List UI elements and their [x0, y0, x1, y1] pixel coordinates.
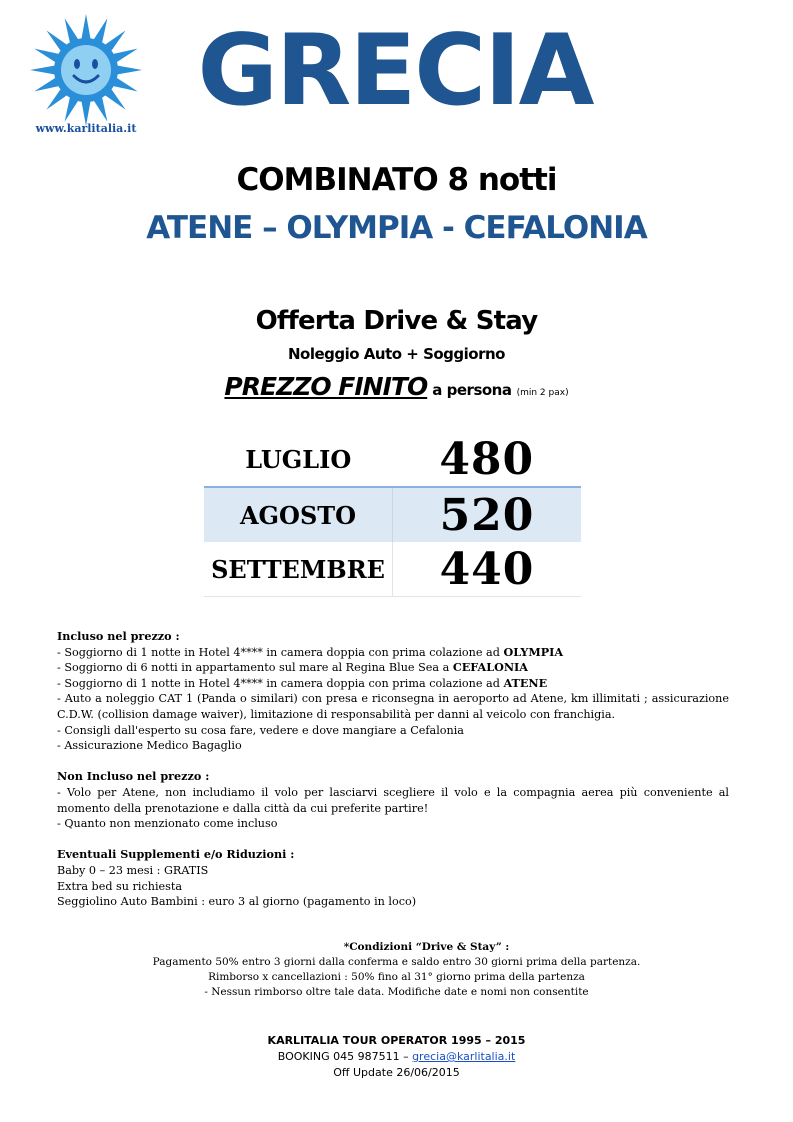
karlitalia-logo: [22, 12, 150, 140]
conditions-title: *Condizioni “Drive & Stay” :: [343, 941, 510, 953]
table-row: [204, 432, 581, 487]
not-included-heading: Non Incluso nel prezzo :: [57, 769, 210, 784]
list-item-text: - Soggiorno di 1 notte in Hotel 4**** in camera doppia con prima colazione ad: [57, 676, 504, 690]
sun-logo-icon: [22, 12, 150, 140]
price-cell: 440: [393, 542, 582, 597]
month-cell: LUGLIO: [245, 444, 352, 474]
logo-url: www.karlitalia.it: [35, 122, 137, 135]
list-item-bold: ATENE: [503, 675, 548, 690]
included-section: [57, 629, 729, 754]
per-person-label: a persona: [432, 381, 512, 399]
price-cell: 520: [393, 487, 582, 542]
month-cell: AGOSTO: [204, 487, 393, 542]
conditions-line: Pagamento 50% entro 3 giorni dalla conferma e saldo entro 30 giorni prima della partenza.: [152, 956, 641, 968]
included-heading: Incluso nel prezzo :: [57, 629, 180, 643]
conditions-line: - Nessun rimborso oltre tale data. Modifiche date e nomi non consentite: [204, 986, 589, 998]
list-item: [57, 645, 729, 661]
offer-subtitle: Noleggio Auto + Soggiorno: [287, 345, 505, 363]
price-label-line: [0, 372, 793, 401]
list-item: Seggiolino Auto Bambini : euro 3 al giorno (pagamento in loco): [57, 895, 417, 909]
table-row: [204, 487, 581, 542]
sun-ray: [30, 65, 56, 75]
price-table: [204, 432, 581, 597]
supplements-heading: Eventuali Supplementi e/o Riduzioni :: [57, 847, 295, 862]
list-item-text: - Auto a noleggio CAT 1 (Panda o similari) con presa e riconsegna in aeroporto ad Atene, km illimitati ; assicurazione C.D.W. (collision damage waiver), limitazione di responsabilità per danni al veicolo con franchigia.: [57, 692, 729, 721]
company-name: KARLITALIA TOUR OPERATOR 1995 – 2015: [267, 1034, 526, 1047]
footer: [0, 1033, 793, 1081]
not-included-section: [57, 769, 729, 831]
supplements-section: [57, 847, 729, 909]
price-cell: 480: [439, 433, 535, 485]
booking-phone: BOOKING 045 987511 –: [277, 1050, 413, 1063]
list-item-text: - Soggiorno di 1 notte in Hotel 4**** in camera doppia con prima colazione ad: [57, 645, 504, 659]
list-item-text: - Assicurazione Medico Bagaglio: [57, 739, 242, 753]
list-item: [57, 723, 729, 739]
list-item: - Volo per Atene, non includiamo il volo per lasciarvi scegliere il volo e la compagnia aerea più conveniente al momento della prenotazione e dalla città da cui preferite partire!: [57, 785, 729, 815]
sun-ray: [81, 14, 91, 40]
list-item: [57, 676, 729, 692]
list-item-bold: CEFALONIA: [452, 660, 528, 675]
list-item-text: - Soggiorno di 6 notti in appartamento sul mare al Regina Blue Sea a: [57, 661, 453, 675]
list-item-text: - Consigli dall'esperto su cosa fare, vedere e dove mangiare a Cefalonia: [57, 723, 464, 737]
list-item: - Quanto non menzionato come incluso: [57, 817, 278, 831]
list-item: Baby 0 – 23 mesi : GRATIS: [57, 863, 209, 877]
price-label: PREZZO FINITO: [224, 372, 428, 401]
sun-ray: [116, 65, 142, 75]
conditions-line: Rimborso x cancellazioni : 50% fino al 31° giorno prima della partenza: [208, 971, 585, 983]
page-title: GRECIA: [197, 14, 593, 128]
list-item: [57, 691, 729, 722]
package-subtitle: COMBINATO 8 notti: [236, 162, 557, 198]
email-link[interactable]: grecia@karlitalia.it: [412, 1050, 516, 1063]
route-title: ATENE – OLYMPIA - CEFALONIA: [146, 210, 647, 246]
min-pax-label: (min 2 pax): [516, 388, 569, 398]
update-date: Off Update 26/06/2015: [333, 1066, 460, 1079]
offer-title: Offerta Drive & Stay: [255, 306, 538, 336]
list-item: Extra bed su richiesta: [57, 879, 183, 893]
booking-line: [0, 1049, 793, 1065]
conditions-section: [0, 940, 793, 1000]
month-cell: SETTEMBRE: [204, 542, 393, 597]
list-item: [57, 738, 729, 754]
details-section: [57, 629, 729, 925]
list-item-bold: OLYMPIA: [503, 644, 564, 659]
table-row: [204, 542, 581, 597]
list-item: [57, 660, 729, 676]
